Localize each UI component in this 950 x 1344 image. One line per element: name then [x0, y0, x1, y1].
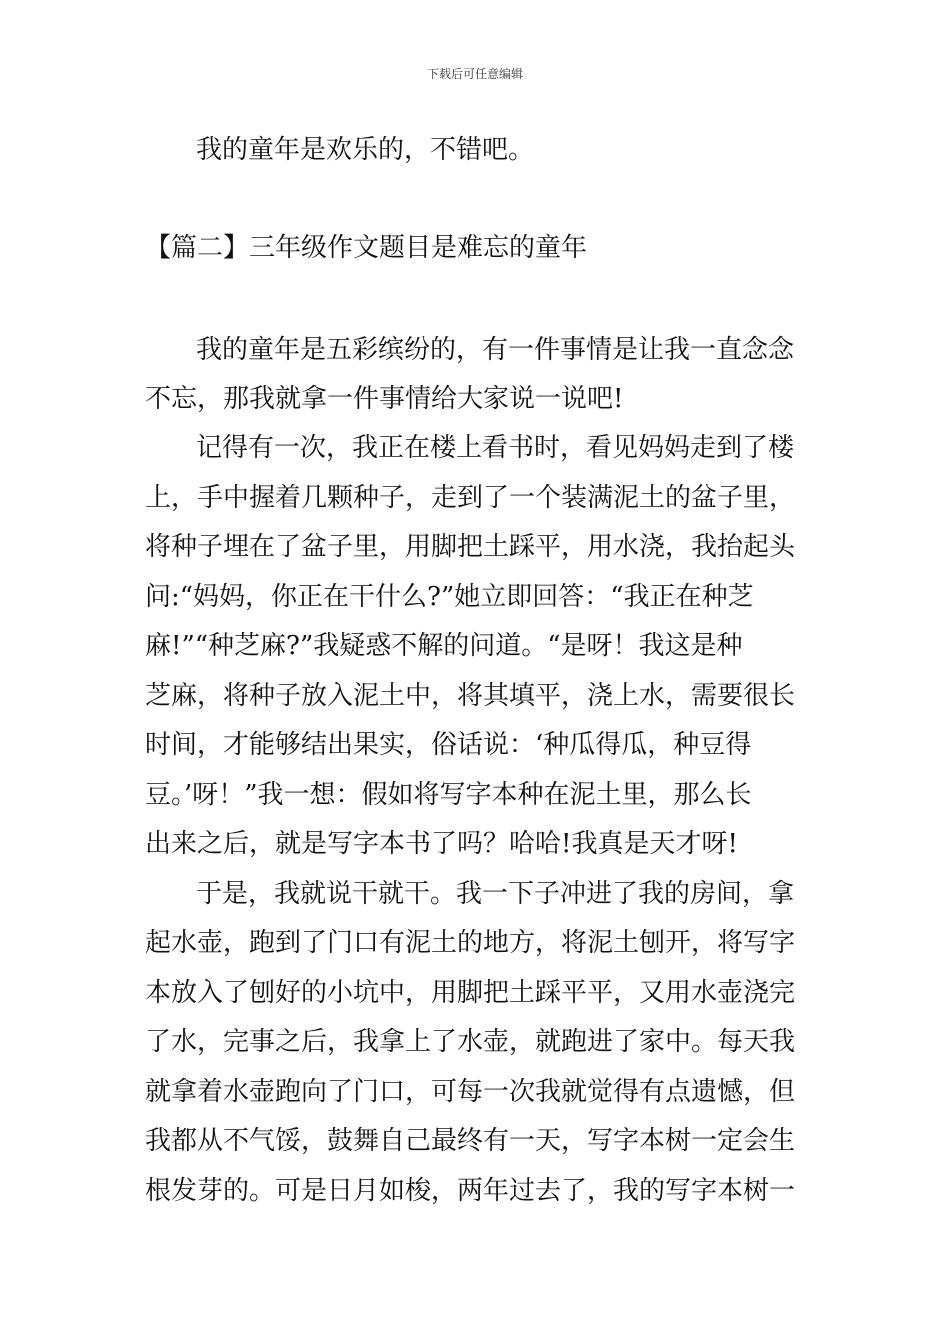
paragraph-line: 豆。’呀！”我一想：假如将写字本种在泥土里，那么长 [145, 780, 752, 810]
paragraph-line: 我的童年是五彩缤纷的，有一件事情是让我一直念念 [196, 335, 795, 365]
paragraph-line: 根发芽的。可是日月如梭，两年过去了，我的写字本树一 [145, 1176, 796, 1206]
section-heading: 【篇二】三年级作文题目是难忘的童年 [145, 233, 588, 263]
paragraph-line: 芝麻，将种子放入泥土中，将其填平，浇上水，需要很长 [145, 681, 796, 711]
paragraph-line: 上，手中握着几颗种子，走到了一个装满泥土的盆子里， [145, 483, 796, 513]
paragraph-line: 就拿着水壶跑向了门口，可每一次我就觉得有点遗憾，但 [145, 1077, 796, 1107]
paragraph-line: 时间，才能够结出果实，俗话说：‘种瓜得瓜，种豆得 [145, 730, 752, 760]
paragraph-line: 记得有一次，我正在楼上看书时，看见妈妈走到了楼 [196, 433, 795, 463]
paragraph-line: 不忘，那我就拿一件事情给大家说一说吧! [145, 384, 624, 414]
paragraph-line: 起水壶，跑到了门口有泥土的地方，将泥土刨开，将写字 [145, 928, 796, 958]
paragraph-line: 本放入了刨好的小坑中，用脚把土踩平平，又用水壶浇完 [145, 978, 796, 1008]
paragraph-line: 麻!”“种芝麻?”我疑惑不解的问道。“是呀！我这是种 [145, 631, 743, 661]
paragraph-line: 于是，我就说干就干。我一下子冲进了我的房间，拿 [196, 879, 795, 909]
paragraph-line: 问:“妈妈，你正在干什么?”她立即回答：“我正在种芝 [145, 582, 754, 612]
paragraph-line: 我都从不气馁，鼓舞自己最终有一天，写字本树一定会生 [145, 1126, 796, 1156]
page-header: 下载后可任意编辑 [426, 67, 523, 81]
paragraph-line: 我的童年是欢乐的，不错吧。 [196, 135, 535, 165]
paragraph-line: 将种子埋在了盆子里，用脚把土踩平，用水浇，我抬起头 [145, 532, 796, 562]
paragraph-line: 了水，完事之后，我拿上了水壶，就跑进了家中。每天我 [145, 1027, 796, 1057]
paragraph-line: 出来之后，就是写字本书了吗？哈哈!我真是天才呀! [145, 829, 738, 859]
